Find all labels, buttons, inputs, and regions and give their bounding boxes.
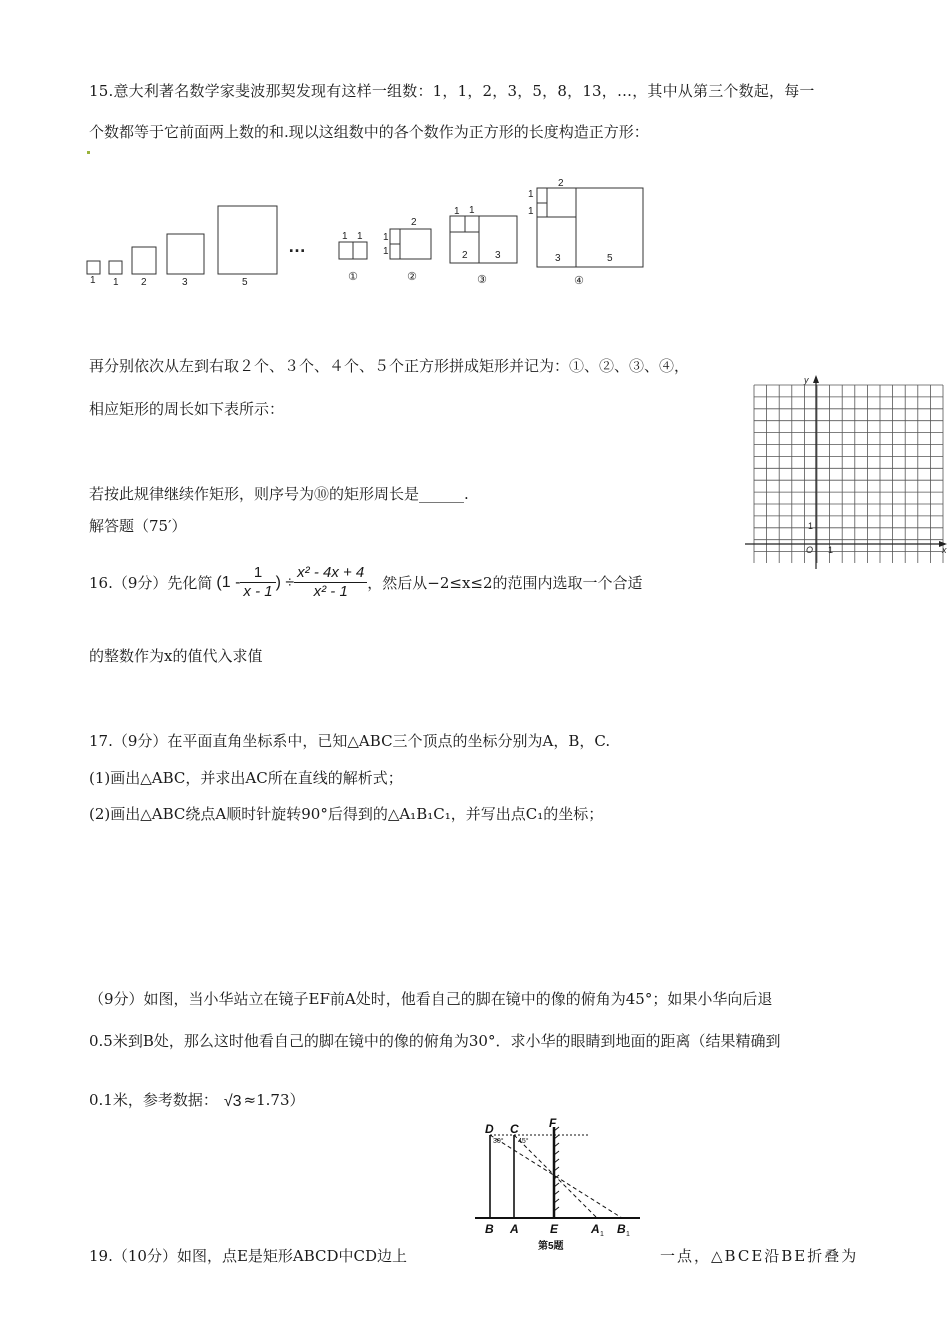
square-3 — [167, 234, 204, 274]
rect-mark-4: ④ — [574, 275, 584, 287]
angle-30-label: 30° — [493, 1138, 504, 1145]
rect-mark-1: ① — [348, 271, 358, 283]
svg-text:1: 1 — [528, 206, 534, 217]
svg-text:1: 1 — [383, 246, 389, 257]
svg-text:1: 1 — [626, 1231, 630, 1238]
svg-text:3: 3 — [555, 253, 561, 264]
svg-text:1: 1 — [600, 1231, 604, 1238]
square-label: 3 — [182, 277, 188, 288]
q15-line4: 相应矩形的周长如下表所示： — [89, 400, 285, 418]
ellipsis: … — [288, 236, 306, 256]
svg-text:2: 2 — [411, 217, 417, 228]
q19-right: 一点，△BCE沿BE折叠为 — [660, 1247, 859, 1265]
svg-text:1: 1 — [469, 205, 475, 216]
square-2 — [132, 247, 156, 274]
label-B: B — [485, 1222, 494, 1236]
coordinate-grid — [740, 373, 950, 573]
angle-45-label: 45° — [518, 1138, 529, 1145]
green-dot — [87, 151, 90, 154]
y-tick-label: 1 — [808, 521, 814, 531]
square-label: 1 — [113, 277, 119, 288]
origin-label: O — [806, 545, 814, 555]
label-C: C — [510, 1122, 519, 1136]
section-title: 解答题（75′） — [89, 517, 187, 535]
q16-close-div: ) ÷ — [275, 573, 295, 591]
label-A: A — [510, 1222, 519, 1236]
q18-line2: 0.5米到B处，那么这时他看自己的脚在镜中的像的俯角为30°．求小华的眼睛到地面的距离（结果精确到 — [89, 1032, 781, 1050]
q15-line2: 个数都等于它前面两上数的和.现以这组数中的各个数作为正方形的长度构造正方形： — [89, 123, 649, 141]
rect-mark-2: ② — [407, 271, 417, 283]
q16-fraction-1: 1 x - 1 — [240, 564, 275, 601]
q17-line2: (1)画出△ABC，并求出AC所在直线的解析式； — [89, 769, 403, 787]
svg-text:2: 2 — [558, 178, 564, 189]
label-E: E — [550, 1222, 559, 1236]
svg-text:2: 2 — [462, 250, 468, 261]
svg-text:1: 1 — [454, 206, 460, 217]
square-label: 5 — [242, 277, 248, 288]
label-D: D — [485, 1122, 494, 1136]
q15-line1: 15.意大利著名数学家斐波那契发现有这样一组数：1，1，2，3，5，8，13，…，其中从第三个数起，每一 — [89, 82, 815, 100]
q16-open: (1 - — [216, 573, 241, 591]
q15-line5: 若按此规律继续作矩形，则序号为⑩的矩形周长是______. — [89, 485, 469, 503]
svg-text:1: 1 — [357, 231, 363, 242]
q18-line3: 0.1米，参考数据： √3 ≈1.73） — [89, 1090, 305, 1110]
q17-line1: 17.（9分）在平面直角坐标系中，已知△ABC三个顶点的坐标分别为A，B，C. — [89, 732, 611, 750]
x-axis-label: x — [942, 545, 947, 555]
figure-caption: 第5题 — [538, 1241, 564, 1252]
square-1b — [109, 261, 122, 274]
square-1a — [87, 261, 100, 274]
q17-line3: (2)画出△ABC绕点A顺时针旋转90°后得到的△A₁B₁C₁，并写出点C₁的坐标； — [89, 805, 604, 823]
q16-line2: 的整数作为x的值代入求值 — [89, 647, 263, 665]
q15-line3: 再分别依次从左到右取２个、３个、４个、５个正方形拼成矩形并记为：①、②、③、④， — [89, 357, 690, 375]
square-label: 2 — [141, 277, 147, 288]
label-B1: B — [617, 1222, 626, 1236]
square-5 — [218, 206, 277, 274]
svg-text:1: 1 — [528, 189, 534, 200]
svg-text:1: 1 — [342, 231, 348, 242]
mirror-figure — [470, 1115, 650, 1255]
q18-line1: （9分）如图，当小华站立在镜子EF前A处时，他看自己的脚在镜中的像的俯角为45°；如果小华向后退 — [89, 990, 773, 1008]
q16-suffix: ，然后从−2≤x≤2的范围内选取一个合适 — [367, 574, 643, 592]
q16-prefix: 16.（9分）先化简 — [89, 574, 213, 592]
x-tick-label: 1 — [828, 545, 834, 555]
square-label: 1 — [90, 275, 96, 286]
svg-text:1: 1 — [383, 232, 389, 243]
rect-mark-3: ③ — [477, 274, 487, 286]
q19-left: 19.（10分）如图，点E是矩形ABCD中CD边上 — [89, 1247, 408, 1265]
q16-line1 — [89, 564, 643, 601]
fibonacci-squares-figure — [80, 172, 660, 292]
svg-text:3: 3 — [495, 250, 501, 261]
y-axis-label: y — [804, 375, 809, 385]
svg-text:5: 5 — [607, 253, 613, 264]
sqrt-3: √3 — [223, 1093, 242, 1110]
label-A1: A — [591, 1222, 600, 1236]
label-F: F — [549, 1116, 557, 1130]
q16-fraction-2: $\frac{\text{x² - 4x + 4}}{\text{x² - 1}}$ — [294, 564, 367, 601]
